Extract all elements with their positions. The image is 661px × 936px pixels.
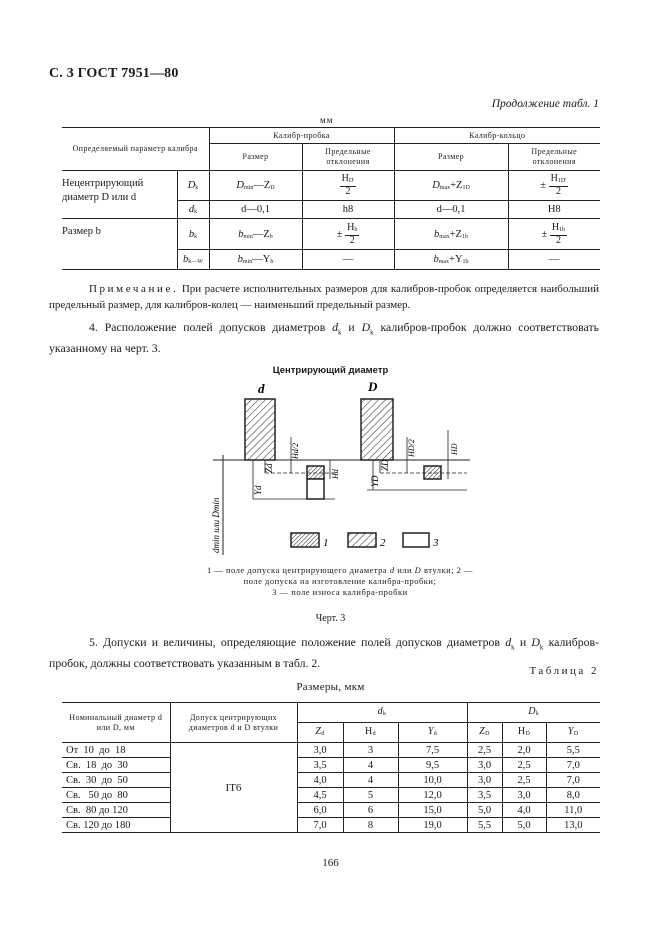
value-cell-yd: 12,0 <box>398 788 467 803</box>
param-label: Размер b <box>62 219 177 270</box>
value-cell-yd: 19,0 <box>398 818 467 833</box>
legend-swatch-1 <box>291 533 319 547</box>
ring-dev-cell: ± $\frac{H1b}{2}$ <box>508 219 600 250</box>
table-note: Примечание. При расчете исполнительных размеров для калибров-пробок определяется наибольший предельный размер, для калибров-колец — наименьший предельный размер. <box>49 283 599 311</box>
paragraph-5: 5. Допуски и величины, определяющие положение полей допусков диаметров $d_k$ и $D_k$ калибров-пробок, должны соответствовать указанным в табл. 2. <box>49 635 600 671</box>
range-cell: Св. 80 до 120 <box>62 803 170 818</box>
axis-label: dmin или Dmin <box>211 497 221 553</box>
col-header-yD: YD <box>546 723 600 743</box>
legend-label-1: 1 <box>323 537 329 549</box>
plug-size-cell: Dmin—ZD <box>209 171 302 201</box>
col-header-hD: HD <box>502 723 546 743</box>
dim-hd: Hd <box>331 469 340 479</box>
col-group-ring: Калибр-кольцо <box>394 128 600 144</box>
value-cell-zd: 6,0 <box>297 803 343 818</box>
range-cell: От 10 до 18 <box>62 743 170 758</box>
dim-hd-half: Hd/2 <box>291 443 300 459</box>
col-group-plug: Калибр-пробка <box>209 128 394 144</box>
table-row <box>62 171 600 201</box>
symbol-cell: dk <box>177 201 209 219</box>
range-cell: Св. 30 до 50 <box>62 773 170 788</box>
value-cell-hD: 2,0 <box>502 743 546 758</box>
bushing-field-d <box>245 399 275 460</box>
dim-yD: YD <box>370 475 380 487</box>
value-cell-yD: 7,0 <box>546 773 600 788</box>
value-cell-hd: 4 <box>343 773 398 788</box>
plug-dev-cell: ± $\frac{Hb}{2}$ <box>302 219 394 250</box>
value-cell-zD: 3,0 <box>467 758 502 773</box>
value-cell-zD: 3,5 <box>467 788 502 803</box>
col-header-nominal: Номинальный диаметр d или D, мм <box>62 703 170 743</box>
tolerance-diagram <box>205 375 475 565</box>
ring-size-cell: bmax+Y1b <box>394 250 508 270</box>
range-cell: Св. 50 до 80 <box>62 788 170 803</box>
col-header-zD: ZD <box>467 723 502 743</box>
param-label: Нецентрирующий диаметр D или d <box>62 171 177 219</box>
col-header-yd: Yd <box>398 723 467 743</box>
col-group-dk: dk <box>297 703 467 723</box>
value-cell-hD: 5,0 <box>502 818 546 833</box>
table-row <box>62 803 600 818</box>
plug-field-d <box>307 466 324 479</box>
value-cell-zD: 3,0 <box>467 773 502 788</box>
value-cell-hD: 4,0 <box>502 803 546 818</box>
page-number: 166 <box>322 857 339 869</box>
table-row <box>62 773 600 788</box>
label-D: D <box>368 379 378 394</box>
table-row <box>62 743 600 758</box>
col-header-ring-size: Размер <box>394 144 508 171</box>
value-cell-yd: 15,0 <box>398 803 467 818</box>
value-cell-hd: 6 <box>343 803 398 818</box>
value-cell-zD: 5,5 <box>467 818 502 833</box>
symbol-cell: bk—W <box>177 250 209 270</box>
legend-swatch-3 <box>403 533 429 547</box>
table-row <box>62 818 600 833</box>
legend-swatch-2 <box>348 533 376 547</box>
table-row <box>62 219 600 250</box>
ring-dev-cell: ± $\frac{H1D'}{2}$ <box>508 171 600 201</box>
ring-size-cell: d—0,1 <box>394 201 508 219</box>
value-cell-zd: 7,0 <box>297 818 343 833</box>
paragraph-4: 4. Расположение полей допусков диаметров $d_k$ и $D_k$ калибров-пробок должно соответствовать указанному на черт. 3. <box>49 320 599 356</box>
col-group-Dk: Dk <box>467 703 600 723</box>
dim-HD-half: HD/2 <box>407 439 416 457</box>
table1 <box>62 127 600 270</box>
page-header: С. 3 ГОСТ 7951—80 <box>49 66 179 81</box>
dim-zD: ZD <box>380 459 390 471</box>
value-cell-yD: 11,0 <box>546 803 600 818</box>
plug-field-D <box>424 466 441 479</box>
table2-label: Таблица 2 <box>529 665 599 677</box>
tolerance-class-cell: IT6 <box>170 743 297 833</box>
value-cell-hD: 2,5 <box>502 758 546 773</box>
symbol-cell: bk <box>177 219 209 250</box>
range-cell: Св. 18 до 30 <box>62 758 170 773</box>
col-header-ring-dev: Предельные отклонения <box>508 144 600 171</box>
ring-dev-cell: H8 <box>508 201 600 219</box>
value-cell-yD: 8,0 <box>546 788 600 803</box>
plug-dev-cell: $\frac{HD'}{2}$ <box>302 171 394 201</box>
plug-size-cell: d—0,1 <box>209 201 302 219</box>
label-d: d <box>258 381 265 396</box>
col-header-hd: Hd <box>343 723 398 743</box>
value-cell-hd: 8 <box>343 818 398 833</box>
value-cell-yD: 7,0 <box>546 758 600 773</box>
plug-size-cell: bmin—Zb <box>209 219 302 250</box>
table-row <box>62 788 600 803</box>
wear-field-d <box>307 479 324 499</box>
value-cell-zd: 3,0 <box>297 743 343 758</box>
legend-label-3: 3 <box>433 537 439 549</box>
dim-zd: Zd <box>264 463 274 473</box>
value-cell-yd: 10,0 <box>398 773 467 788</box>
value-cell-zD: 2,5 <box>467 743 502 758</box>
plug-size-cell: bmin—Yb <box>209 250 302 270</box>
col-header-tolerance: Допуск центрирующих диаметров d и D втулки <box>170 703 297 743</box>
dim-HD: HD <box>450 443 459 455</box>
table2-unit: Размеры, мкм <box>296 681 365 693</box>
ring-size-cell: bmax+Z1b <box>394 219 508 250</box>
table-row <box>62 758 600 773</box>
value-cell-zd: 4,0 <box>297 773 343 788</box>
col-header-zd: Zd <box>297 723 343 743</box>
bushing-field-D <box>361 399 393 460</box>
figure-title: Центрирующий диаметр <box>272 365 389 376</box>
col-header-param: Определяемый параметр калибра <box>62 128 209 171</box>
range-cell: Св. 120 до 180 <box>62 818 170 833</box>
figure-caption: Черт. 3 <box>315 613 346 624</box>
col-header-plug-size: Размер <box>209 144 302 171</box>
value-cell-zD: 5,0 <box>467 803 502 818</box>
table2 <box>62 702 600 833</box>
value-cell-yD: 13,0 <box>546 818 600 833</box>
value-cell-hD: 3,0 <box>502 788 546 803</box>
value-cell-yd: 9,5 <box>398 758 467 773</box>
plug-dev-cell: — <box>302 250 394 270</box>
value-cell-yd: 7,5 <box>398 743 467 758</box>
dim-yd: Yd <box>253 485 263 495</box>
ring-size-cell: Dmax+Z1D <box>394 171 508 201</box>
col-header-plug-dev: Предельные отклонения <box>302 144 394 171</box>
value-cell-yD: 5,5 <box>546 743 600 758</box>
plug-dev-cell: h8 <box>302 201 394 219</box>
value-cell-zd: 4,5 <box>297 788 343 803</box>
value-cell-hd: 5 <box>343 788 398 803</box>
table1-unit: мм <box>320 115 334 125</box>
symbol-cell: Dk <box>177 171 209 201</box>
value-cell-hd: 4 <box>343 758 398 773</box>
value-cell-hD: 2,5 <box>502 773 546 788</box>
table-continuation-label: Продолжение табл. 1 <box>491 98 599 110</box>
ring-dev-cell: — <box>508 250 600 270</box>
value-cell-zd: 3,5 <box>297 758 343 773</box>
value-cell-hd: 3 <box>343 743 398 758</box>
legend-label-2: 2 <box>380 537 386 549</box>
figure-legend: 1 — поле допуска центрирующего диаметра d или D втулки; 2 — поле допуска на изготовление калибра-пробки; 3 — поле износа калибра-пробки <box>207 565 473 597</box>
